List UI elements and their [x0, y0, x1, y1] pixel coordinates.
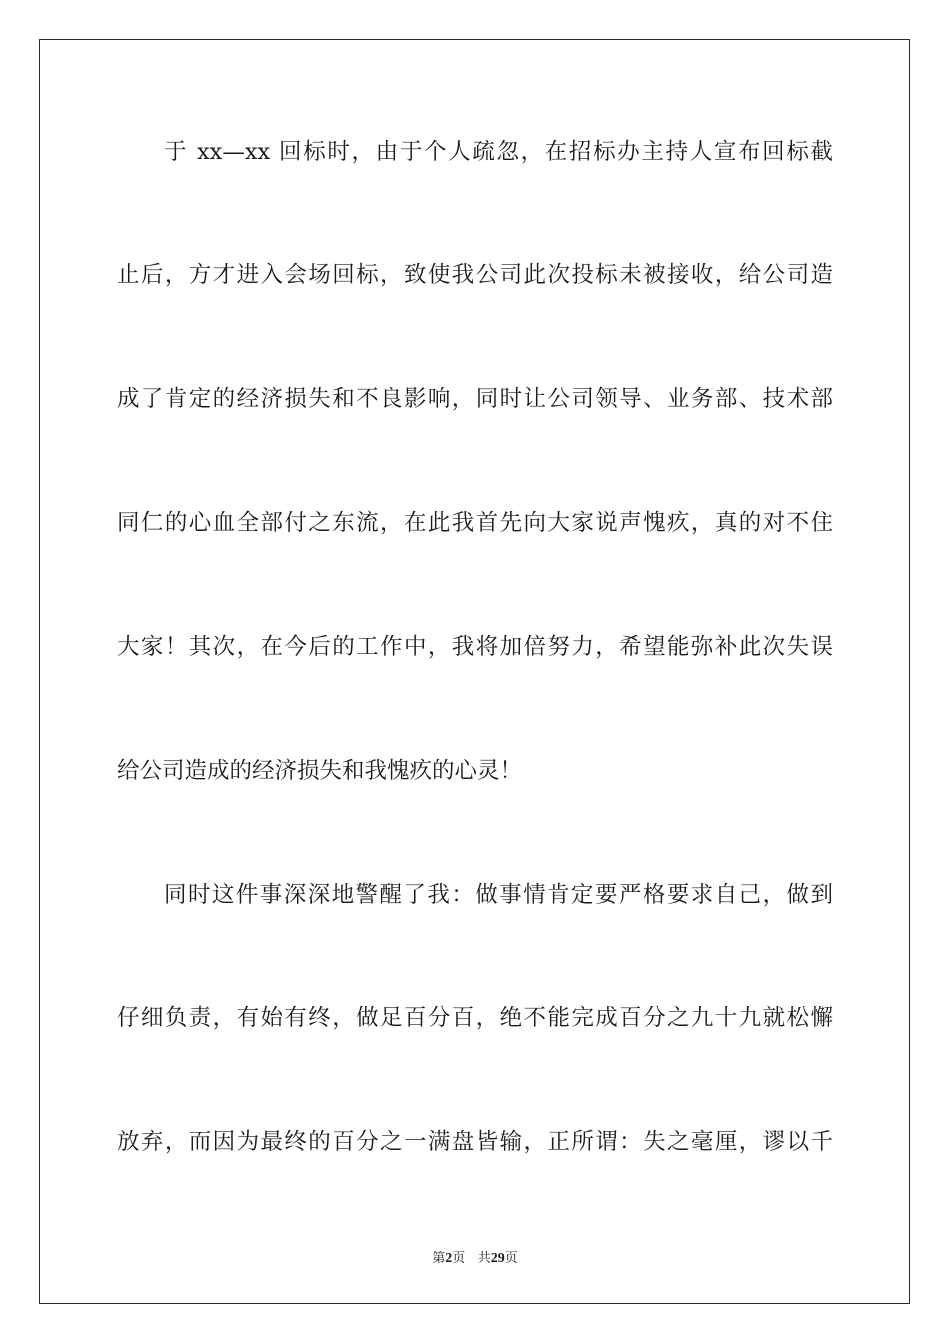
- paragraph-line-4: 同仁的心血全部付之东流，在此我首先向大家说声愧疚，真的对不住: [117, 510, 833, 536]
- page-footer: [0, 1247, 950, 1267]
- paragraph-line-3: 成了肯定的经济损失和不良影响，同时让公司领导、业务部、技术部: [117, 386, 833, 412]
- page-suffix: 页: [452, 1251, 466, 1266]
- page-number: 2: [445, 1251, 453, 1266]
- paragraph-line-5: 大家！其次，在今后的工作中，我将加倍努力，希望能弥补此次失误: [117, 634, 833, 660]
- paragraph-line-6: 给公司造成的经济损失和我愧疚的心灵！: [117, 758, 523, 784]
- total-prefix: 共: [477, 1251, 491, 1266]
- paragraph-line-7: 同时这件事深深地警醒了我：做事情肯定要严格要求自己，做到: [164, 882, 833, 908]
- paragraph-line-1: 于 xx—xx 回标时，由于个人疏忽，在招标办主持人宣布回标截: [164, 139, 833, 165]
- page-frame: [39, 39, 910, 1304]
- paragraph-line-8: 仔细负责，有始有终，做足百分百，绝不能完成百分之九十九就松懈: [117, 1005, 833, 1031]
- paragraph-line-9: 放弃，而因为最终的百分之一满盘皆输，正所谓：失之毫厘，谬以千: [117, 1129, 833, 1155]
- total-suffix: 页: [504, 1251, 518, 1266]
- paragraph-line-2: 止后，方才进入会场回标，致使我公司此次投标未被接收，给公司造: [117, 262, 833, 288]
- total-pages: 29: [490, 1251, 505, 1266]
- page-prefix: 第: [432, 1251, 446, 1266]
